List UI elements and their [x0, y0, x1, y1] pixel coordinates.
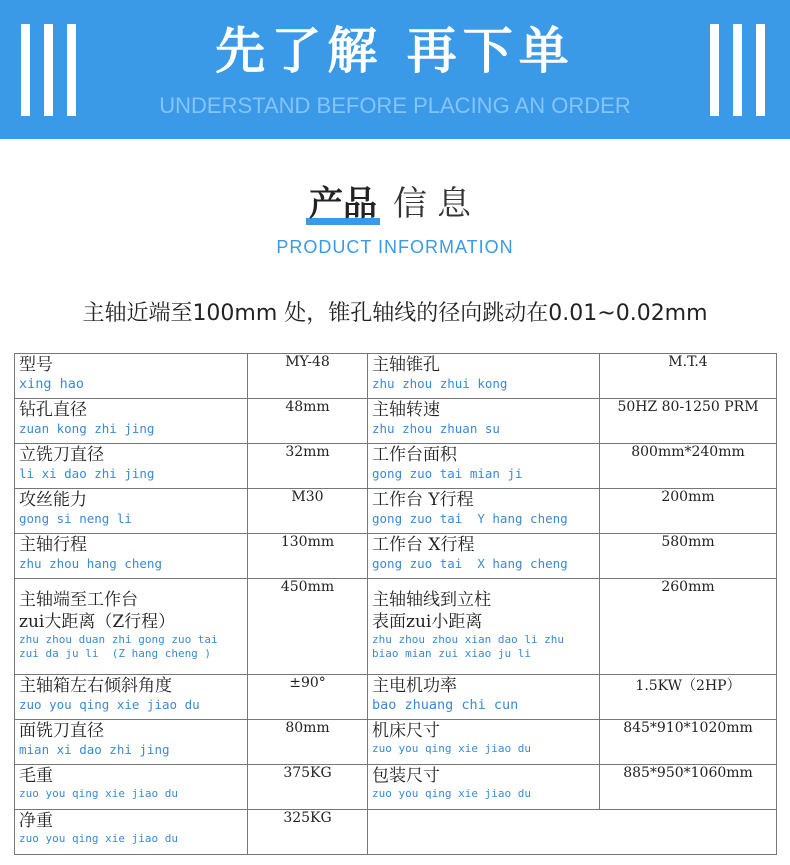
- spec-value: ±90°: [248, 675, 368, 720]
- spec-label: 型号 xing hao: [15, 354, 248, 399]
- spec-label: 包装尺寸 zuo you qing xie jiao du: [368, 765, 600, 810]
- spec-value: 200mm: [600, 489, 777, 534]
- table-row: [15, 720, 777, 765]
- table-row: [15, 675, 777, 720]
- spec-label: 工作台 X行程 gong zuo tai X hang cheng: [368, 534, 600, 579]
- spindle-runout-note: 主轴近端至100mm 处，锥孔轴线的径向跳动在0.01~0.02mm: [82, 301, 708, 326]
- table-row: [15, 399, 777, 444]
- spec-value: 580mm: [600, 534, 777, 579]
- spec-label: 主轴转速 zhu zhou zhuan su: [368, 399, 600, 444]
- spec-label: 工作台面积 gong zuo tai mian ji: [368, 444, 600, 489]
- spec-label: 攻丝能力 gong si neng li: [15, 489, 248, 534]
- spec-value: 1.5KW（2HP）: [600, 675, 777, 720]
- spec-table: [14, 353, 777, 855]
- spec-label: 主轴端至工作台 zui大距离（Z行程） zhu zhou duan zhi gong zuo tai zui da ju li (Z hang cheng ): [15, 579, 248, 675]
- spec-label: 净重 zuo you qing xie jiao du: [15, 810, 248, 855]
- spec-value: M30: [248, 489, 368, 534]
- spec-value: M.T.4: [600, 354, 777, 399]
- section-subtitle: PRODUCT INFORMATION: [276, 237, 514, 257]
- spec-label: 毛重 zuo you qing xie jiao du: [15, 765, 248, 810]
- spec-value: 32mm: [248, 444, 368, 489]
- spec-label: 主轴箱左右倾斜角度 zuo you qing xie jiao du: [15, 675, 248, 720]
- spec-label: 立铣刀直径 li xi dao zhi jing: [15, 444, 248, 489]
- spec-value: 50HZ 80-1250 PRM: [600, 399, 777, 444]
- section-title-bold: 产品: [309, 180, 377, 228]
- table-row: [15, 489, 777, 534]
- spec-label: 机床尺寸 zuo you qing xie jiao du: [368, 720, 600, 765]
- empty-cell: [368, 810, 777, 855]
- banner-subtitle: UNDERSTAND BEFORE PLACING AN ORDER: [159, 93, 631, 118]
- spec-value: 450mm: [248, 579, 368, 675]
- table-row: [15, 579, 777, 675]
- spec-value: 885*950*1060mm: [600, 765, 777, 810]
- spec-value: 325KG: [248, 810, 368, 855]
- spec-value: 845*910*1020mm: [600, 720, 777, 765]
- spec-value: 80mm: [248, 720, 368, 765]
- spec-label: 钻孔直径 zuan kong zhi jing: [15, 399, 248, 444]
- section-title-light: 信息: [393, 184, 481, 224]
- header-banner: [0, 0, 790, 139]
- spec-label: 主轴轴线到立柱 表面zui小距离 zhu zhou zhou xian dao li zhu biao mian zui xiao ju li: [368, 579, 600, 675]
- spec-label: 面铣刀直径 mian xi dao zhi jing: [15, 720, 248, 765]
- table-row: [15, 444, 777, 489]
- spec-value: MY-48: [248, 354, 368, 399]
- table-row: [15, 810, 777, 855]
- spec-label: 工作台 Y行程 gong zuo tai Y hang cheng: [368, 489, 600, 534]
- spec-value: 800mm*240mm: [600, 444, 777, 489]
- spec-label: 主轴锥孔 zhu zhou zhui kong: [368, 354, 600, 399]
- spec-value: 48mm: [248, 399, 368, 444]
- spec-value: 260mm: [600, 579, 777, 675]
- table-row: [15, 354, 777, 399]
- spec-label: 主电机功率 bao zhuang chi cun: [368, 675, 600, 720]
- spec-value: 375KG: [248, 765, 368, 810]
- table-row: [15, 765, 777, 810]
- section-title: [0, 180, 790, 228]
- banner-title: 先了解 再下单: [215, 22, 575, 80]
- table-row: [15, 534, 777, 579]
- spec-value: 130mm: [248, 534, 368, 579]
- spec-label: 主轴行程 zhu zhou hang cheng: [15, 534, 248, 579]
